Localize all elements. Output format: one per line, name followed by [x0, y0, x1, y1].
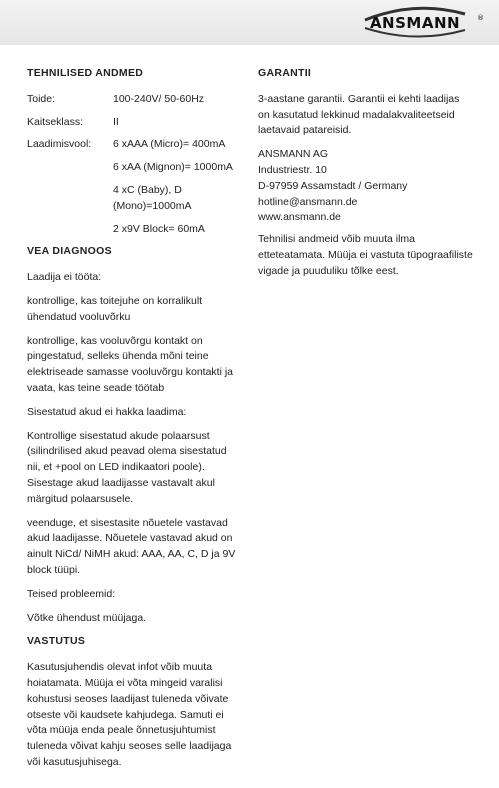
tech-value: II: [113, 115, 119, 128]
tech-value: 100-240V/ 50-60Hz: [113, 92, 205, 105]
diag-paragraph: Teised probleemid:: [27, 587, 116, 600]
diag-paragraph: Võtke ühendust müüjaga.: [27, 611, 147, 624]
diag-paragraph: Sisestatud akud ei hakka laadima:: [27, 405, 187, 418]
liability-heading: VASTUTUS: [27, 635, 86, 648]
address-line: D-97959 Assamstadt / Germany: [258, 179, 408, 192]
liability-text: Kasutusjuhendis olevat infot võib muuta hoiatamata. Müüja ei võta mingeid varalisi kohustusi seoses laadijast tuleneda võivate otseste või kaudsete kahjudega. Samuti ei võta müüja enda peale õnnetusjuhtumist tuleneda võivat kahju seoses selle laadijaga või kasutusjuhisega.: [27, 661, 232, 768]
diag-heading: VEA DIAGNOOS: [27, 245, 112, 258]
tech-label: Kaitseklass:: [27, 115, 84, 128]
left-column: [27, 66, 239, 779]
right-column: [258, 66, 473, 288]
charge-current-line: 2 x9V Block= 60mA: [113, 222, 205, 235]
charge-current-line: 6 xAA (Mignon)= 1000mA: [113, 161, 233, 174]
diag-paragraph: kontrollige, kas vooluvõrgu kontakt on pingestatud, selleks ühenda mõni teine elektriseade samasse vooluvõrgu kontakti ja vaata, kas teine seade töötab: [27, 334, 234, 394]
warranty-note: Tehnilisi andmeid võib muuta ilma etteteatamata. Müüja ei vastuta tüpograafiliste vigade ja puuduliku tõlke eest.: [258, 233, 473, 277]
tech-heading: TEHNILISED ANDMED: [27, 67, 144, 79]
logo-text: ANSMANN: [369, 14, 461, 32]
address-line: Industriestr. 10: [258, 163, 327, 176]
address-line: ANSMANN AG: [258, 148, 329, 161]
ansmann-logo: [345, 6, 485, 38]
diag-paragraph: veenduge, et sisestasite nõuetele vastavad akud laadijasse. Nõuetele vastavad akud on ainult NiCd/ NiMH akud: AAA, AA, C, D ja 9V block tüüpi.: [27, 516, 236, 576]
tech-row: [27, 115, 239, 131]
diag-paragraph: Kontrollige sisestatud akude polaarsust (silindrilised akud peavad olema sisestatud nii, et +pool on LED indikaatori poole). Sisestage akud laadijasse vastavalt akul märgitud polaarsusele.: [27, 429, 227, 505]
website: www.ansmann.de: [258, 211, 341, 224]
hotline-email: hotline@ansmann.de: [258, 195, 358, 208]
tech-row: [27, 137, 239, 153]
tech-label: Laadimisvool:: [27, 138, 92, 151]
diag-paragraph: Laadija ei tööta:: [27, 271, 102, 284]
tech-row: [27, 92, 239, 108]
tech-label: Toide:: [27, 92, 56, 105]
warranty-text: 3-aastane garantii. Garantii ei kehti laadijas on kasutatud lekkinud madalakvaliteetseid laetavaid patareisid.: [258, 92, 460, 137]
warranty-heading: GARANTII: [258, 67, 312, 79]
diag-paragraph: kontrollige, kas toitejuhe on korralikult ühendatud vooluvõrku: [27, 294, 203, 323]
tech-value: 6 xAAA (Micro)= 400mA: [113, 138, 226, 151]
page-header: [0, 0, 499, 45]
registered-mark: ®: [477, 14, 484, 22]
charge-current-line: 4 xC (Baby), D (Mono)=1000mA: [113, 183, 192, 212]
